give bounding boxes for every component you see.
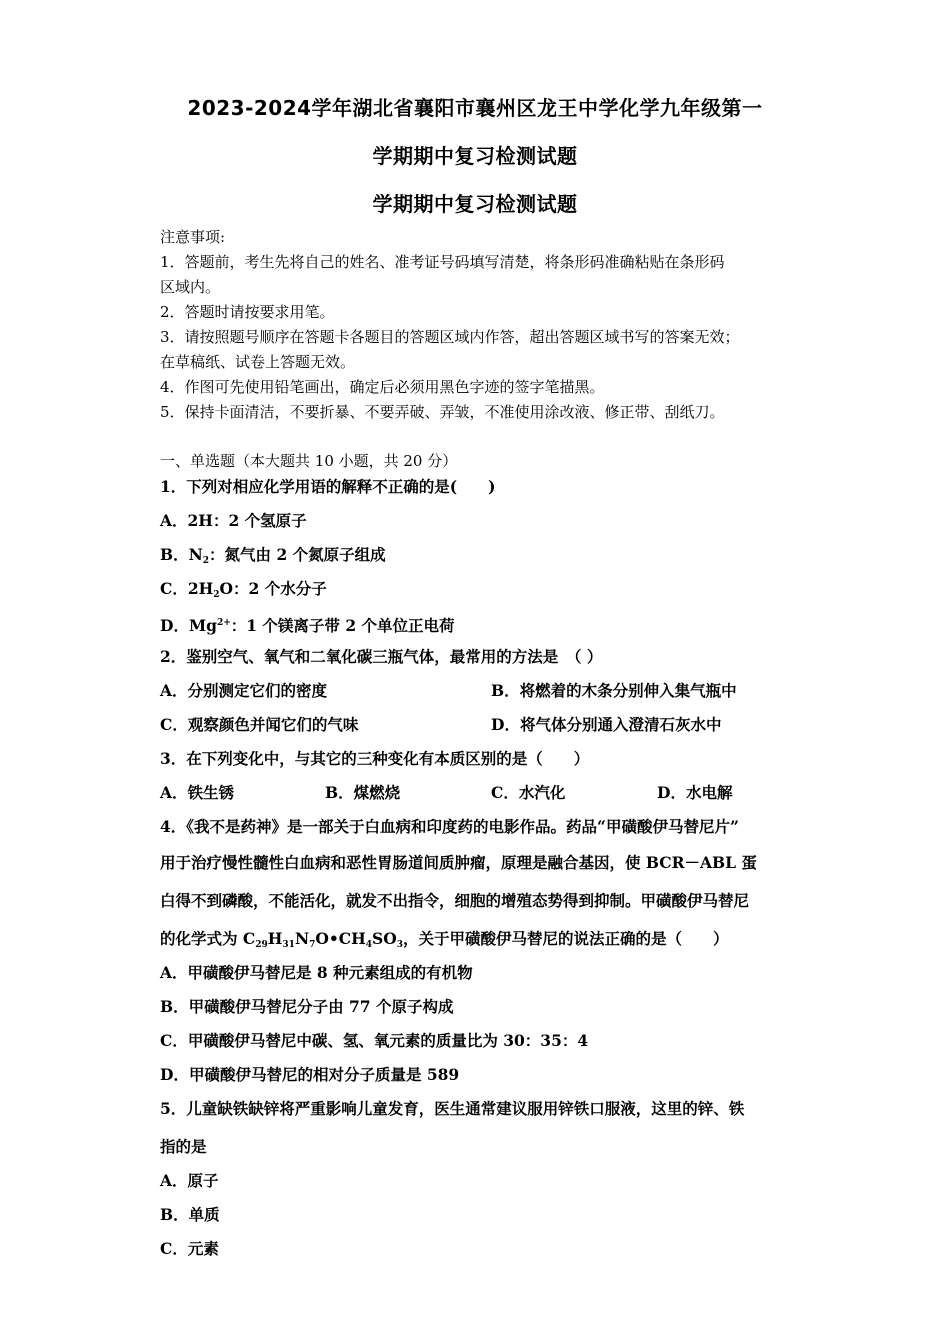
question-3-option-c: C．水汽化 bbox=[491, 783, 566, 802]
question-1-option-b: B．$N_2$：氮气由 2 个氮原子组成 bbox=[160, 545, 386, 566]
page-title-line-3: 学期期中复习检测试题 bbox=[372, 192, 578, 216]
question-4-option-d: D．甲磺酸伊马替尼的相对分子质量是 589 bbox=[160, 1065, 460, 1084]
notice-item: 5．保持卡面清洁，不要折暴、不要弄破、弄皱，不准使用涂改液、修正带、刮纸刀。 bbox=[160, 403, 725, 421]
question-5-stem-line-1: 5．儿童缺铁缺锌将严重影响儿童发育，医生通常建议服用锌铁口服液，这里的锌、铁 bbox=[160, 1099, 745, 1118]
question-3-option-a: A．铁生锈 bbox=[160, 783, 235, 802]
question-5-stem-line-2: 指的是 bbox=[160, 1137, 207, 1156]
question-4-stem-line-1: 4．《我不是药神》是一部关于白血病和印度药的电影作品。药品“甲磺酸伊马替尼片” bbox=[160, 817, 739, 836]
question-4-option-b: B．甲磺酸伊马替尼分子由 77 个原子构成 bbox=[160, 997, 454, 1016]
question-1-option-d: D．$Mg^{2+}$：1 个镁离子带 2 个单位正电荷 bbox=[160, 616, 455, 635]
notice-heading: 注意事项: bbox=[160, 228, 226, 246]
page-title-line-2: 学期期中复习检测试题 bbox=[372, 144, 578, 168]
question-3-stem: 3．在下列变化中，与其它的三种变化有本质区别的是（ ） bbox=[160, 749, 590, 768]
question-5-option-c: C．元素 bbox=[160, 1239, 219, 1258]
notice-item: 1．答题前，考生先将自己的姓名、准考证号码填写清楚，将条形码准确粘贴在条形码 bbox=[160, 253, 725, 271]
notice-item: 3．请按照题号顺序在答题卡各题目的答题区域内作答，超出答题区域书写的答案无效； bbox=[160, 328, 740, 346]
question-5-option-b: B．单质 bbox=[160, 1205, 220, 1224]
question-5-option-a: A．原子 bbox=[160, 1171, 219, 1190]
question-2-stem: 2．鉴别空气、氧气和二氧化碳三瓶气体，最常用的方法是 （ ） bbox=[160, 647, 603, 666]
notice-item: 区域内。 bbox=[160, 278, 221, 296]
question-4-option-a: A．甲磺酸伊马替尼是 8 种元素组成的有机物 bbox=[160, 963, 473, 982]
question-3-option-b: B．煤燃烧 bbox=[325, 783, 401, 802]
question-2-option-d: D．将气体分别通入澄清石灰水中 bbox=[491, 715, 722, 734]
notice-item: 2．答题时请按要求用笔。 bbox=[160, 303, 335, 321]
question-3-option-d: D．水电解 bbox=[657, 783, 733, 802]
question-2-option-a: A．分别测定它们的密度 bbox=[160, 681, 328, 700]
question-4-option-c: C．甲磺酸伊马替尼中碳、氢、氧元素的质量比为 30：35：4 bbox=[160, 1031, 589, 1050]
notice-item: 4．作图可先使用铅笔画出，确定后必须用黑色字迹的签字笔描黑。 bbox=[160, 378, 605, 396]
question-1-stem: 1．下列对相应化学用语的解释不正确的是( ) bbox=[160, 477, 496, 496]
notice-item: 在草稿纸、试卷上答题无效。 bbox=[160, 353, 356, 371]
question-1-option-c: C．$2H_2O$：2 个水分子 bbox=[160, 579, 327, 600]
question-2-option-c: C．观察颜色并闻它们的气味 bbox=[160, 715, 359, 734]
question-4-stem-line-2: 用于治疗慢性髓性白血病和恶性胃肠道间质肿瘤，原理是融合基因，使 BCR－ABL 蛋 bbox=[160, 853, 757, 872]
section-heading: 一、单选题（本大题共 10 小题，共 20 分） bbox=[160, 452, 458, 470]
question-4-formula-line: 的化学式为 $C_{29}H_{31}N_7O•CH_4SO_3$，关于甲磺酸伊马替尼的说法正确的是（ ） bbox=[160, 929, 729, 950]
question-2-option-b: B．将燃着的木条分别伸入集气瓶中 bbox=[491, 681, 737, 700]
question-4-stem-line-3: 白得不到磷酸，不能活化，就发不出指令，细胞的增殖态势得到抑制。甲磺酸伊马替尼 bbox=[160, 891, 750, 910]
question-1-option-a: A．2H：2 个氢原子 bbox=[160, 511, 307, 530]
page-title-line-1: 2023-2024学年湖北省襄阳市襄州区龙王中学化学九年级第一 bbox=[187, 96, 763, 120]
